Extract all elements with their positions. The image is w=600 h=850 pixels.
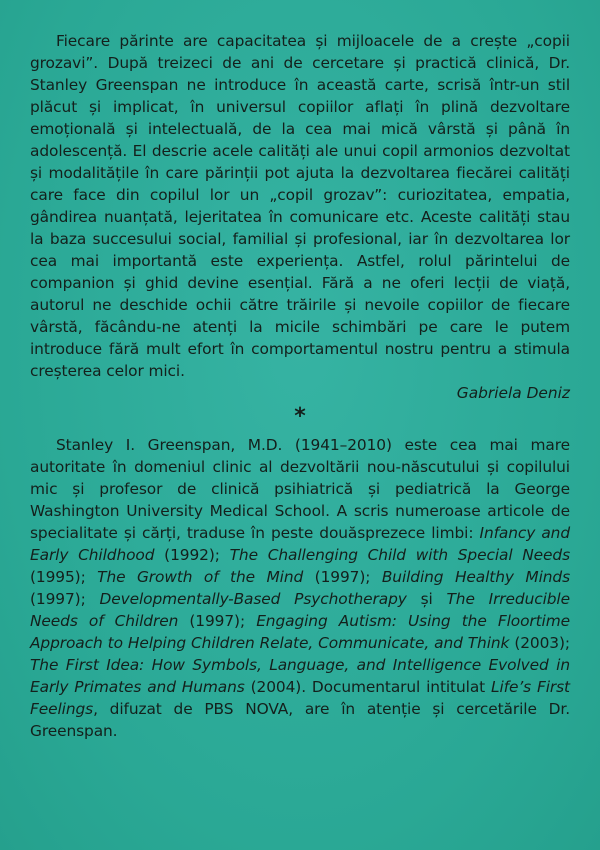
book-year: (1997); <box>303 568 382 586</box>
book-year: (2004). <box>244 678 312 696</box>
documentary-title: Life’s First Feelings <box>30 678 570 718</box>
book-title: Developmentally-Based Psychotherapy <box>99 590 407 608</box>
bio-intro: Stanley I. Greenspan, M.D. (1941–2010) este cea mai mare autoritate în domeniul clinic al dezvoltării nou-născutului și copilului mic și profesor de clinică psihiatrică și pediatrică la George Washington University Medical School. A scris numeroase articole de specialitate și cărți, traduse în peste douăsprezece limbi: <box>30 436 570 542</box>
documentary-prefix: Documentarul intitulat <box>311 678 492 696</box>
book-year: (1997); <box>30 590 100 608</box>
book-year: (1997); <box>178 612 257 630</box>
book-title: The Growth of the Mind <box>97 568 304 586</box>
book-year: (1995); <box>30 568 98 586</box>
book-title: Infancy and Early Childhood <box>30 524 570 564</box>
book-year: (1992); <box>154 546 230 564</box>
documentary-suffix: , difuzat de PBS NOVA, are în atenție și cercetările Dr. Greenspan. <box>30 700 570 740</box>
author-bio-paragraph <box>30 434 570 742</box>
conjunction: și <box>406 590 447 608</box>
book-title: The First Idea: How Symbols, Language, and Intelligence Evolved in Early Primates and Humans <box>30 656 570 696</box>
book-title: Engaging Autism: Using the Floortime Approach to Helping Children Relate, Communicate, and Think <box>30 612 570 652</box>
blurb-paragraph: Fiecare părinte are capacitatea și mijloacele de a crește „copii grozavi”. După treizeci de ani de cercetare și practică clinică, Dr. Stanley Greenspan ne introduce în această carte, scrisă într-un stil plăcut și implicat, în universul copiilor aflați în plină dezvoltare emoțională și intelectuală, de la cea mai mică vârstă și până în adolescență. El descrie acele calități ale unui copil armonios dezvoltat și modalitățile în care părinții pot ajuta la dezvoltarea fiecărei calități care face din copilul lor un „copil grozav”: curiozitatea, empatia, gândirea nuanțată, lejeritatea în comunicare etc. Aceste calități stau la baza succesului social, familial și profesional, iar în dezvoltarea lor cea mai importantă este experiența. Astfel, rolul părintelui de companion și ghid devine esențial. Fără a ne oferi lecții de viață, autorul ne deschide ochii către trăirile și nevoile copiilor de fiecare vârstă, făcându-ne atenți la micile schimbări pe care le putem introduce fără mult efort în comportamentul nostru pentru a stimula creșterea celor mici. <box>30 32 570 380</box>
book-title: The Challenging Child with Special Needs <box>229 546 571 564</box>
section-separator: * <box>294 404 306 429</box>
book-year: (2003); <box>509 634 570 652</box>
book-title: Building Healthy Minds <box>381 568 570 586</box>
book-title: The Irreducible Needs of Children <box>30 590 570 630</box>
blurb-signature: Gabriela Deniz <box>456 384 570 402</box>
